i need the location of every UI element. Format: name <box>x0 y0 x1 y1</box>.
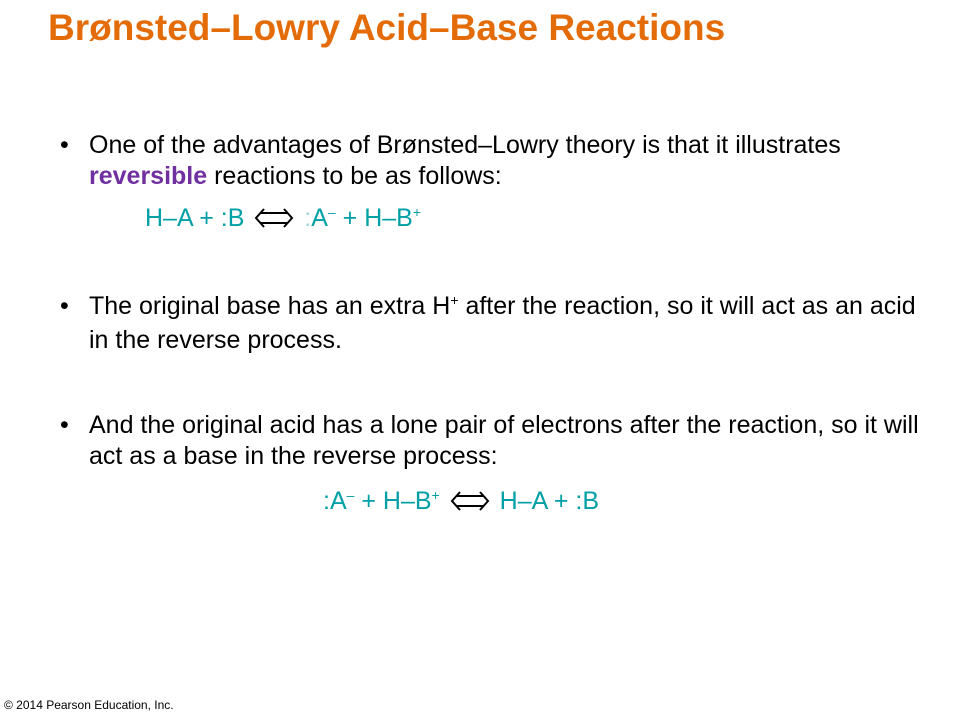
equation-forward-anion: A <box>311 204 328 232</box>
equation-forward-left: H–A + :B <box>145 204 245 232</box>
bullet-dot: • <box>60 411 69 439</box>
equation-reverse-anion-charge: – <box>346 487 355 503</box>
bullet-text <box>89 130 920 192</box>
equation-reverse-right: H–A + :B <box>499 487 600 515</box>
equation-forward-conjugate-acid: + H–B <box>335 204 413 232</box>
equation-forward-anion-charge: – <box>327 204 336 220</box>
slide-title: Brønsted–Lowry Acid–Base Reactions <box>48 7 726 48</box>
bullet-text-part2: reactions to be as follows: <box>207 162 502 190</box>
bullet-text-part1: One of the advantages of Brønsted–Lowry theory is that it illustrates <box>89 131 841 159</box>
double-arrow-icon <box>253 208 295 228</box>
bullet-text <box>89 291 920 356</box>
bullet-text: And the original acid has a lone pair of electrons after the reaction, so it will act as a base in the reverse process: <box>89 411 919 470</box>
bullet-reversible-reactions <box>60 130 920 192</box>
bullet-original-base <box>60 291 920 356</box>
highlight-word-reversible: reversible <box>89 162 208 190</box>
bullet-text-part1: The original base has an extra H <box>89 292 451 320</box>
equation-reverse <box>323 486 599 520</box>
bullet-original-acid <box>60 410 920 472</box>
proton-charge: + <box>450 292 459 308</box>
bullet-dot: • <box>60 292 69 320</box>
double-arrow-icon <box>449 491 491 511</box>
equation-forward-cation-charge: + <box>412 204 422 220</box>
bullet-dot: • <box>60 131 69 159</box>
equation-forward-faded-colon: : <box>304 204 312 232</box>
equation-reverse-conjugate-acid: + H–B <box>354 487 432 515</box>
equation-reverse-anion: :A <box>323 487 347 515</box>
equation-forward <box>145 203 421 237</box>
bullet-text-part2: after the reaction, so it will act as an acid in the reverse process. <box>89 292 916 354</box>
equation-reverse-cation-charge: + <box>431 487 440 503</box>
copyright-footer: © 2014 Pearson Education, Inc. <box>4 698 174 712</box>
